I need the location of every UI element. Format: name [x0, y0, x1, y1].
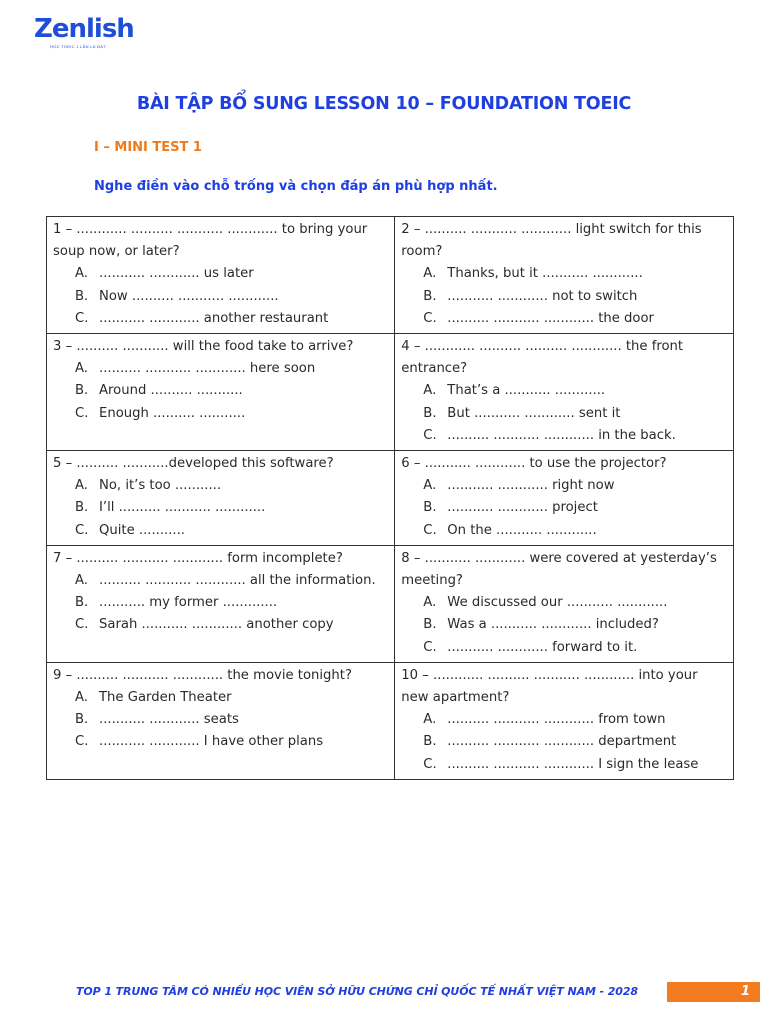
- answer-option: [75, 731, 388, 753]
- option-letter: C.: [423, 310, 437, 326]
- answer-option: [75, 687, 388, 709]
- option-letter: C.: [75, 522, 89, 538]
- question-cell: [395, 662, 734, 779]
- question-cell: [47, 662, 395, 779]
- option-letter: B.: [75, 712, 89, 728]
- option-letter: B.: [423, 617, 437, 633]
- question-row: [47, 334, 734, 451]
- option-letter: A.: [423, 595, 437, 611]
- option-text: Around .......... ...........: [99, 383, 243, 399]
- answer-option: [423, 731, 727, 753]
- answer-option: [75, 403, 388, 425]
- question-stem: 1 – ............ .......... ........... ............ to bring your soup now, or later?: [53, 222, 368, 260]
- option-text: I’ll .......... ........... ............: [99, 500, 266, 516]
- option-text: No, it’s too ...........: [99, 478, 222, 494]
- option-letter: A.: [75, 690, 88, 706]
- option-text: On the ........... ............: [447, 522, 597, 538]
- answer-option: [423, 754, 727, 776]
- answer-option: [75, 709, 388, 731]
- answer-option: [423, 497, 727, 519]
- option-letter: A.: [75, 573, 88, 589]
- question-cell: [47, 451, 395, 546]
- page-title: BÀI TẬP BỔ SUNG LESSON 10 – FOUNDATION TOEIC: [136, 94, 632, 114]
- option-letter: A.: [423, 383, 437, 399]
- footer-slogan: TOP 1 TRUNG TÂM CÓ NHIỀU HỌC VIÊN SỞ HỮU CHỨNG CHỈ QUỐC TẾ NHẤT VIỆT NAM - 2028: [76, 985, 638, 998]
- option-text: Quite ...........: [99, 522, 185, 538]
- option-text: Enough .......... ...........: [99, 405, 246, 421]
- option-letter: B.: [75, 383, 89, 399]
- answer-option: [75, 520, 388, 542]
- question-cell: [47, 545, 395, 662]
- option-letter: B.: [423, 734, 437, 750]
- option-text: ........... ............ project: [447, 500, 598, 516]
- option-letter: B.: [423, 288, 437, 304]
- answer-option: [423, 709, 727, 731]
- answer-option: [75, 592, 388, 614]
- option-text: We discussed our ........... ............: [447, 595, 668, 611]
- page-number-badge: 1: [667, 982, 760, 1002]
- answer-option: [75, 380, 388, 402]
- question-cell: [395, 217, 734, 334]
- question-stem: 4 – ............ .......... .......... ............ the front entrance?: [401, 339, 684, 377]
- option-letter: C.: [423, 427, 437, 443]
- question-stem: 7 – .......... ........... ............ form incomplete?: [53, 550, 343, 566]
- option-text: .......... ........... ............ I sign the lease: [447, 756, 699, 772]
- answer-option: [75, 614, 388, 636]
- option-text: Sarah ........... ............ another copy: [99, 617, 334, 633]
- section-heading: I – MINI TEST 1: [94, 140, 202, 155]
- option-letter: B.: [75, 288, 89, 304]
- answer-option: [75, 263, 388, 285]
- option-letter: C.: [423, 522, 437, 538]
- option-text: .......... ........... ............ from town: [447, 712, 666, 728]
- option-text: ........... ............ not to switch: [447, 288, 638, 304]
- option-text: .......... ........... ............ the door: [447, 310, 654, 326]
- option-text: ........... my former .............: [99, 595, 278, 611]
- option-letter: A.: [423, 712, 437, 728]
- answer-option: [423, 475, 727, 497]
- option-text: That’s a ........... ............: [447, 383, 606, 399]
- option-text: ........... ............ another restaurant: [99, 310, 329, 326]
- option-letter: C.: [423, 639, 437, 655]
- option-text: The Garden Theater: [99, 690, 232, 706]
- option-text: But ........... ............ sent it: [447, 405, 621, 421]
- brand-logo: [34, 14, 144, 50]
- option-letter: B.: [75, 500, 89, 516]
- option-text: Now .......... ........... ............: [99, 288, 279, 304]
- question-cell: [395, 451, 734, 546]
- option-letter: A.: [75, 266, 88, 282]
- answer-option: [75, 570, 388, 592]
- answer-option: [423, 520, 727, 542]
- answer-option: [75, 358, 388, 380]
- questions-table: [46, 216, 734, 780]
- question-stem: 8 – ........... ............ were covered at yesterday’s meeting?: [401, 550, 717, 589]
- option-text: ........... ............ I have other plans: [99, 734, 324, 750]
- option-text: .......... ........... ............ here soon: [99, 361, 316, 377]
- option-letter: C.: [75, 405, 89, 421]
- question-stem: 5 – .......... ...........developed this software?: [53, 456, 334, 472]
- question-stem: 10 – ............ .......... ........... ............ into your new apartment?: [401, 667, 698, 706]
- answer-option: [75, 308, 388, 330]
- answer-option: [75, 286, 388, 308]
- answer-option: [75, 497, 388, 519]
- option-letter: A.: [423, 478, 437, 494]
- option-text: .......... ........... ............ all the information.: [99, 573, 376, 589]
- answer-option: [423, 425, 727, 447]
- question-cell: [395, 545, 734, 662]
- option-letter: C.: [75, 310, 89, 326]
- option-text: Was a ........... ............ included?: [447, 617, 659, 633]
- option-text: ........... ............ seats: [99, 712, 239, 728]
- answer-option: [423, 592, 727, 614]
- option-text: ........... ............ right now: [447, 478, 615, 494]
- question-stem: 9 – .......... ........... ............ the movie tonight?: [53, 667, 352, 683]
- question-row: [47, 545, 734, 662]
- question-stem: 3 – .......... ........... will the food take to arrive?: [53, 339, 354, 355]
- question-stem: 6 – ........... ............ to use the projector?: [401, 456, 667, 472]
- question-row: [47, 217, 734, 334]
- option-letter: B.: [75, 595, 89, 611]
- answer-option: [423, 614, 727, 636]
- option-letter: C.: [423, 756, 437, 772]
- answer-option: [75, 475, 388, 497]
- option-letter: A.: [423, 266, 437, 282]
- option-letter: C.: [75, 617, 89, 633]
- instruction-text: Nghe điền vào chỗ trống và chọn đáp án phù hợp nhất.: [94, 179, 498, 194]
- answer-option: [423, 263, 727, 285]
- question-cell: [47, 334, 395, 451]
- answer-option: [423, 637, 727, 659]
- question-row: [47, 662, 734, 779]
- option-letter: A.: [75, 478, 88, 494]
- option-text: .......... ........... ............ in the back.: [447, 427, 676, 443]
- brand-tagline: HỌC TOEIC 1 LẦN LÀ ĐẠT: [50, 44, 107, 49]
- option-text: ........... ............ us later: [99, 266, 254, 282]
- question-row: [47, 451, 734, 546]
- answer-option: [423, 308, 727, 330]
- answer-option: [423, 286, 727, 308]
- answer-option: [423, 380, 727, 402]
- option-text: ........... ............ forward to it.: [447, 639, 638, 655]
- option-letter: C.: [75, 734, 89, 750]
- option-text: .......... ........... ............ department: [447, 734, 677, 750]
- question-stem: 2 – .......... ........... ............ light switch for this room?: [401, 222, 702, 260]
- option-letter: B.: [423, 500, 437, 516]
- option-letter: B.: [423, 405, 437, 421]
- brand-name: Zenlish: [34, 14, 134, 44]
- answer-option: [423, 403, 727, 425]
- option-letter: A.: [75, 361, 88, 377]
- option-text: Thanks, but it ........... ............: [447, 266, 643, 282]
- question-cell: [47, 217, 395, 334]
- question-cell: [395, 334, 734, 451]
